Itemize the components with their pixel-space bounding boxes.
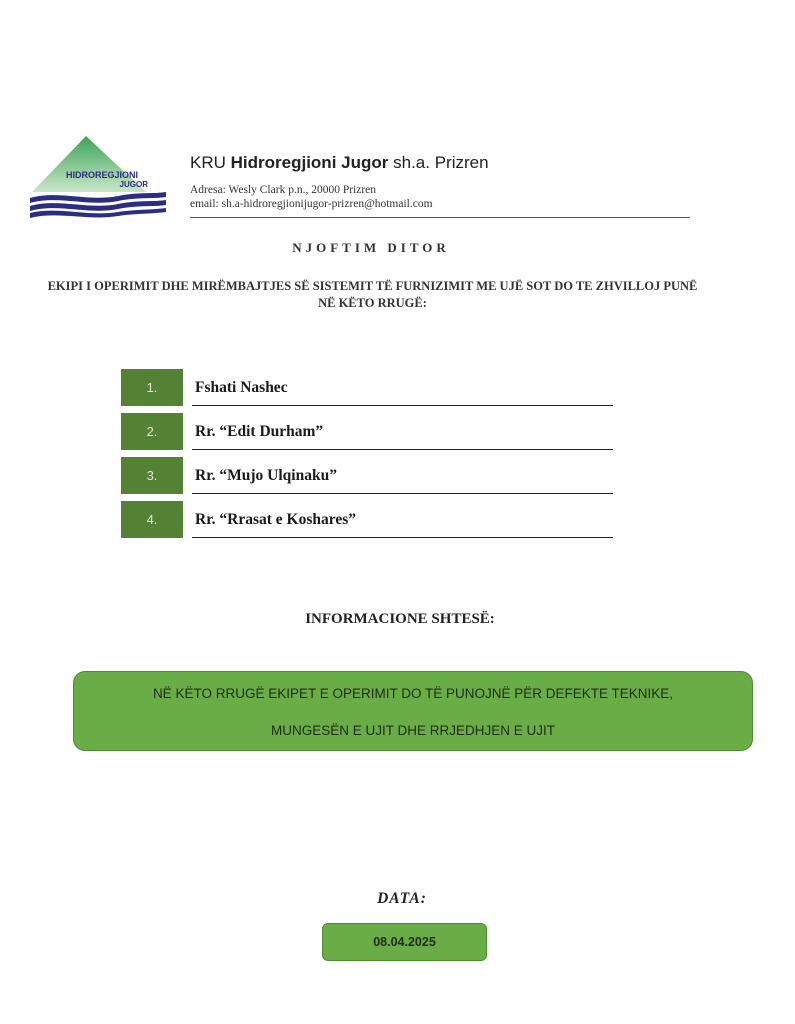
logo-text-line1: HIDROREGJIONI xyxy=(65,170,139,180)
date-value: 08.04.2025 xyxy=(322,923,487,961)
company-header xyxy=(190,152,690,211)
street-row xyxy=(121,413,613,450)
date-label: DATA: xyxy=(377,890,427,907)
company-email: email: sh.a-hidroregjionijugor-prizren@hotmail.com xyxy=(190,198,433,210)
info-line-1: NË KËTO RRUGË EKIPET E OPERIMIT DO TË PUNOJNË PËR DEFEKTE TEKNIKE, xyxy=(152,686,674,701)
street-number-badge: 3. xyxy=(121,457,183,494)
header-divider xyxy=(190,217,690,218)
logo-text-line2: JUGOR xyxy=(119,180,148,189)
street-name: Fshati Nashec xyxy=(192,369,613,406)
company-name-line xyxy=(190,152,690,174)
street-number-badge: 1. xyxy=(121,369,183,406)
street-name: Rr. “Mujo Ulqinaku” xyxy=(192,457,613,494)
notice-title: NJOFTIM DITOR xyxy=(292,240,450,255)
street-row xyxy=(121,457,613,494)
info-title: INFORMACIONE SHTESË: xyxy=(305,611,495,627)
company-address: Adresa: Wesly Clark p.n., 20000 Prizren xyxy=(190,184,377,196)
info-line-2: MUNGESËN E UJIT DHE RRJEDHJEN E UJIT xyxy=(270,723,556,738)
street-number-badge: 2. xyxy=(121,413,183,450)
street-number-badge: 4. xyxy=(121,501,183,538)
info-box xyxy=(73,671,753,751)
company-name: Hidroregjioni Jugor xyxy=(230,153,389,172)
notice-description: EKIPI I OPERIMIT DHE MIRËMBAJTJES SË SISTEMIT TË FURNIZIMIT ME UJË SOT DO TE ZHVILLOJ PUNË NË KËTO RRUGË: xyxy=(47,279,698,310)
company-logo xyxy=(28,134,170,218)
street-name: Rr. “Rrasat e Koshares” xyxy=(192,501,613,538)
street-row xyxy=(121,501,613,538)
company-prefix: KRU xyxy=(190,153,226,172)
street-row xyxy=(121,369,613,406)
company-suffix: sh.a. Prizren xyxy=(393,153,489,172)
street-name: Rr. “Edit Durham” xyxy=(192,413,613,450)
